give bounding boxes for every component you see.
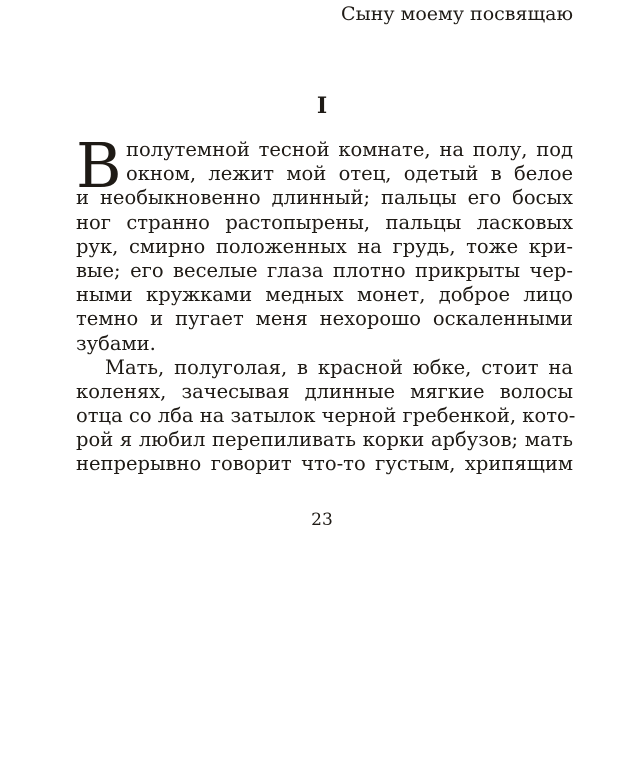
text-line: зубами. bbox=[76, 331, 156, 355]
text-line: рук, смирно положенных на грудь, тоже кри- bbox=[76, 234, 573, 258]
drop-cap: В bbox=[76, 129, 122, 202]
page-number: 23 bbox=[311, 510, 333, 530]
paragraph-2 bbox=[76, 355, 576, 477]
text-line: и необыкновенно длинный; пальцы его босых bbox=[76, 186, 573, 210]
text-line: Мать, полуголая, в красной юбке, стоит на bbox=[105, 355, 573, 379]
text-line: непрерывно говорит что-то густым, хрипящим bbox=[76, 452, 573, 476]
text-line: вые; его веселые глаза плотно прикрыты чер- bbox=[76, 258, 573, 282]
body-text bbox=[76, 129, 576, 477]
text-line: коленях, зачесывая длинные мягкие волосы bbox=[76, 379, 573, 403]
text-line: темно и пугает меня нехорошо оскаленными bbox=[76, 307, 573, 331]
paragraph-1 bbox=[76, 129, 573, 356]
text-line: ными кружками медных монет, доброе лицо bbox=[76, 283, 573, 307]
epigraph: Сыну моему посвящаю bbox=[341, 3, 573, 25]
chapter-number: I bbox=[316, 93, 328, 119]
text-line: рой я любил перепиливать корки арбузов; мать bbox=[76, 428, 573, 452]
text-line: окном, лежит мой отец, одетый в белое bbox=[126, 162, 573, 186]
text-line: полутемной тесной комнате, на полу, под bbox=[126, 138, 573, 161]
text-line: ног странно растопырены, пальцы ласковых bbox=[76, 210, 573, 234]
text-line: отца со лба на затылок черной гребенкой, кото- bbox=[76, 404, 576, 428]
